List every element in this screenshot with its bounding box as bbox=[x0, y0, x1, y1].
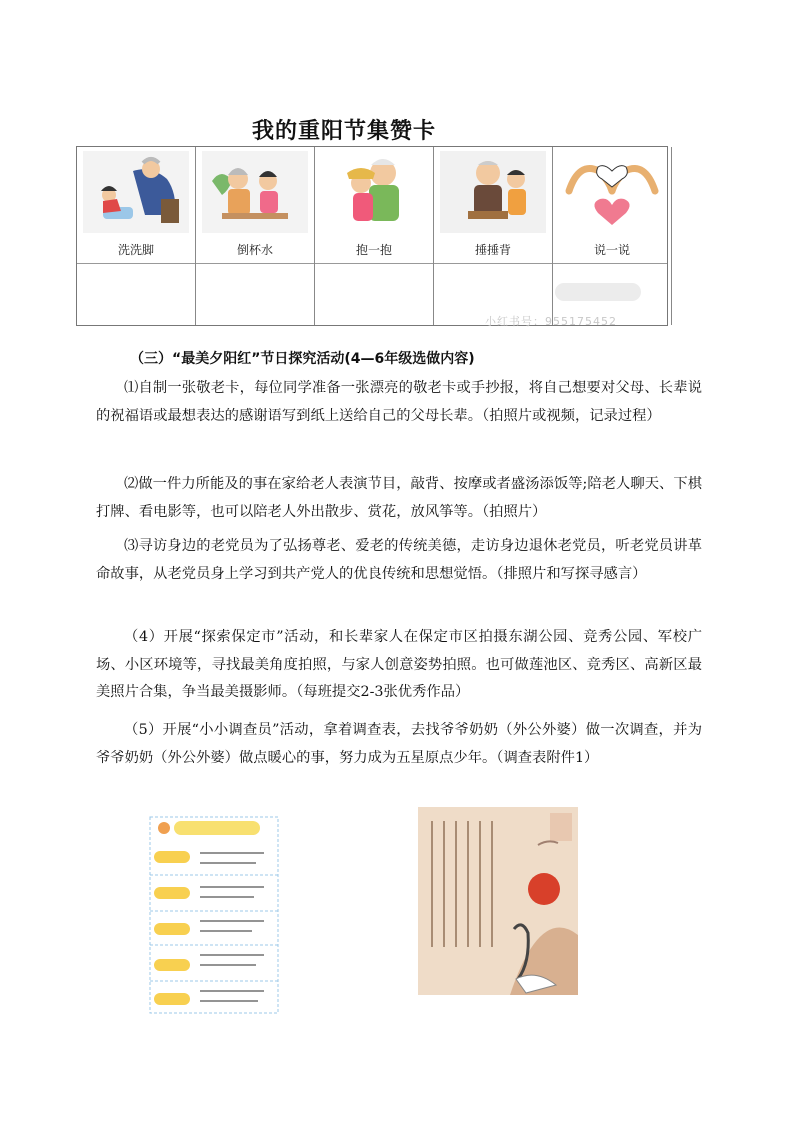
crane-poem-poster-icon bbox=[418, 807, 578, 995]
paragraph-5: （5）开展“小小调查员”活动，拿着调查表，去找爷爷奶奶（外公外婆）做一次调查，并为爷爷奶奶（外公外婆）做点暖心的事，努力成为五星原点少年。（调查表附件1） bbox=[96, 722, 702, 766]
heart-hands-illustration-icon bbox=[559, 151, 665, 233]
paragraph-4: （4）开展“探索保定市”活动，和长辈家人在保定市区拍摄东湖公园、竞秀公园、军校广场、小区环境等，寻找最美角度拍照，与家人创意姿势拍照。也可做莲池区、竞秀区、高新区最美照片合集，争当最美摄影师。（每班提交2-3张优秀作品） bbox=[96, 629, 702, 700]
card-label: 倒杯水 bbox=[236, 243, 273, 257]
praise-card-table bbox=[76, 146, 668, 326]
card-label: 抱一抱 bbox=[355, 243, 392, 257]
hug-illustration-icon bbox=[321, 151, 427, 233]
section-heading: （三）“最美夕阳红”节日探究活动(4—6年级选做内容) bbox=[130, 351, 475, 367]
card-cell-2 bbox=[196, 147, 315, 325]
card-cell-1 bbox=[77, 147, 196, 325]
watermark-text: 小红书号：955175452 bbox=[485, 315, 617, 328]
paragraph-1: ⑴自制一张敬老卡，每位同学准备一张漂亮的敬老卡或手抄报，将自己想要对父母、长辈说的祝福语或最想表达的感谢语写到纸上送给自己的父母长辈。（拍照片或视频，记录过程） bbox=[96, 380, 702, 424]
card-title: 我的重阳节集赞卡 bbox=[252, 119, 437, 144]
paragraph-3: ⑶寻访身边的老党员为了弘扬尊老、爱老的传统美德，走访身边退休老党员，听老党员讲革命故事，从老党员身上学习到共产党人的优良传统和思想觉悟。（排照片和写探寻感言） bbox=[96, 538, 702, 582]
back-massage-illustration-icon bbox=[440, 151, 546, 233]
watermark-logo bbox=[555, 283, 641, 301]
foot-washing-illustration-icon bbox=[83, 151, 189, 233]
card-label: 洗洗脚 bbox=[117, 243, 154, 257]
paragraph-2: ⑵做一件力所能及的事在家给老人表演节目，敲背、按摩或者盛汤添饭等;陪老人聊天、下棋打牌、看电影等，也可以陪老人外出散步、赏花，放风筝等。（拍照片） bbox=[96, 476, 702, 520]
card-label: 捶捶背 bbox=[474, 243, 511, 257]
card-cell-3 bbox=[315, 147, 434, 325]
card-label: 说一说 bbox=[593, 243, 630, 257]
card-cell-4 bbox=[434, 147, 553, 325]
activity-checklist-illustration-icon bbox=[148, 815, 280, 1015]
pour-water-illustration-icon bbox=[202, 151, 308, 233]
